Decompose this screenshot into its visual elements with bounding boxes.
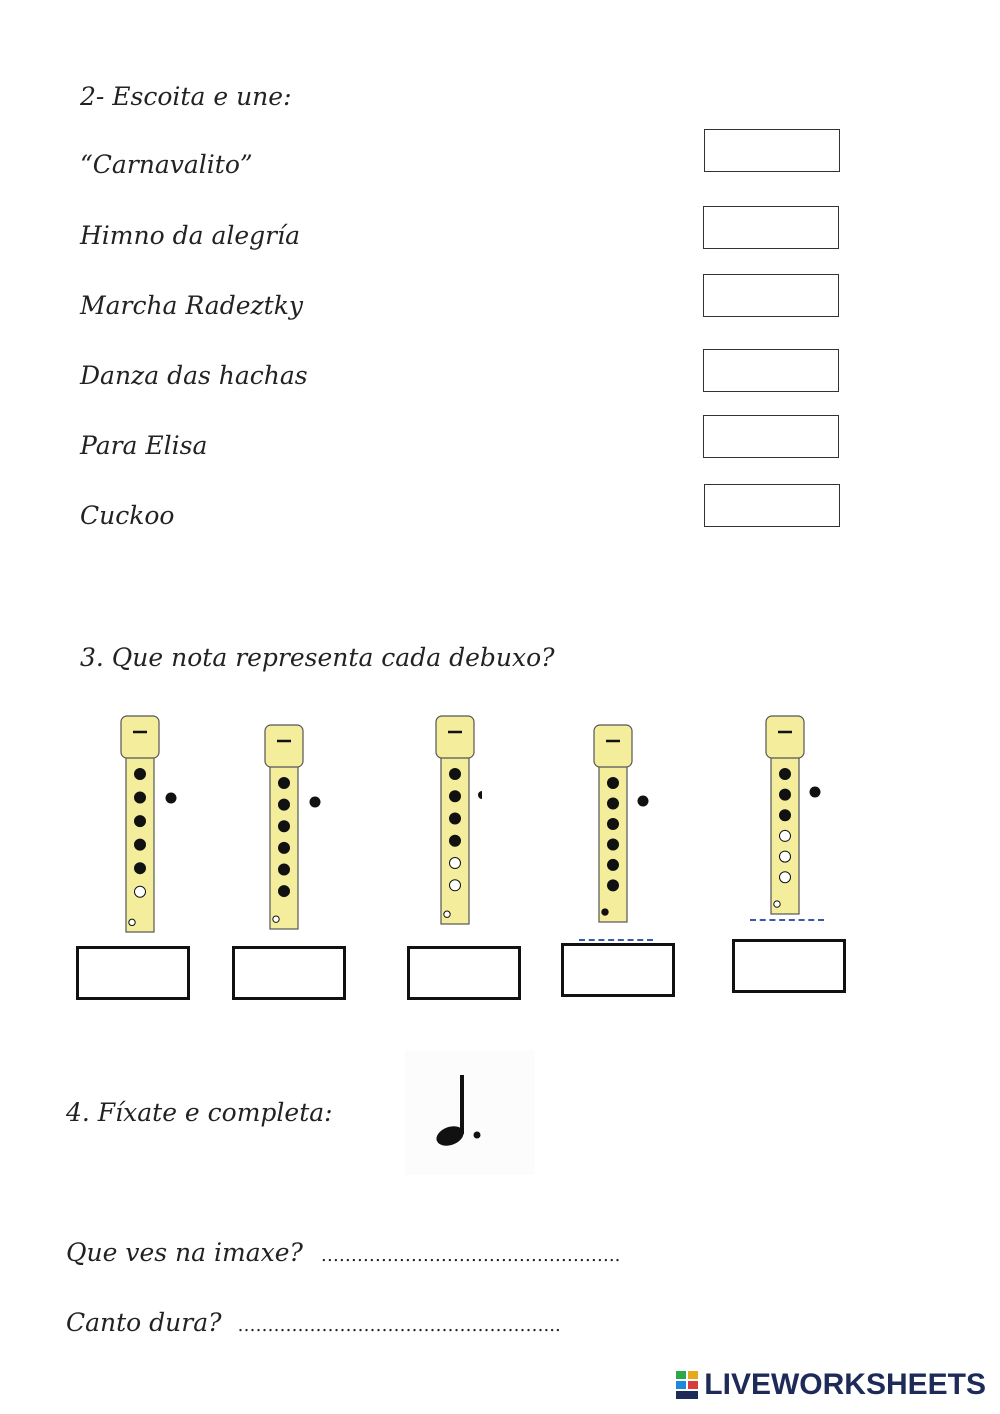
ledger-line-5 [750, 919, 824, 921]
flute-5-hole-1 [780, 769, 791, 780]
flute-4-hole-4 [608, 839, 619, 850]
flute-4-hole-1 [608, 778, 619, 789]
flute-1-hole-2 [135, 792, 146, 803]
flute-3-hole-5 [450, 858, 461, 869]
flute-1-head [121, 716, 159, 758]
flute-4-thumb-hole [638, 796, 649, 807]
flute-5-hole-5 [780, 851, 791, 862]
section3-title: 3. Que nota representa cada debuxo? [80, 643, 555, 672]
song-item-5: Para Elisa [80, 431, 208, 460]
flute-5-thumb-hole [810, 787, 821, 798]
flute-4-head [594, 725, 632, 767]
flute-5-hole-4 [780, 830, 791, 841]
flute-3-hole-6 [450, 880, 461, 891]
flute-3-hole-1 [450, 769, 461, 780]
liveworksheets-logo [676, 1368, 986, 1402]
flute-3-hole-4 [450, 835, 461, 846]
answer-box-note-2[interactable] [232, 946, 346, 1000]
flute-4-hole-3 [608, 818, 619, 829]
flute-5-hole-7 [774, 901, 780, 907]
song-item-6: Cuckoo [80, 501, 175, 530]
flute-1-hole-1 [135, 769, 146, 780]
flute-2-hole-5 [279, 864, 290, 875]
flute-2-hole-1 [279, 778, 290, 789]
answer-box-note-3[interactable] [407, 946, 521, 1000]
question-duration [66, 1308, 561, 1341]
dotted-half-note-icon [405, 1050, 535, 1175]
section4-title: 4. Fíxate e completa: [66, 1098, 333, 1127]
question-duration-label: Canto dura? [66, 1308, 222, 1337]
flute-1-hole-4 [135, 839, 146, 850]
question-what-see-label: Que ves na imaxe? [66, 1238, 303, 1267]
section2-title: 2- Escoita e une: [80, 82, 292, 111]
flute-3-hole-7 [444, 911, 450, 917]
flute-4-hole-6 [608, 880, 619, 891]
flute-5-head [766, 716, 804, 758]
flute-3-hole-2 [450, 791, 461, 802]
flute-2-hole-7 [273, 916, 279, 922]
flute-3-head [436, 716, 474, 758]
flute-1-hole-5 [135, 863, 146, 874]
answer-line-what-see[interactable]: ………………………………………….. [320, 1245, 621, 1266]
song-item-1: “Carnavalito” [80, 150, 253, 179]
flute-1-thumb-hole [166, 793, 177, 804]
answer-box-note-4[interactable] [561, 943, 675, 997]
answer-box-note-5[interactable] [732, 939, 846, 993]
flute-3-thumb-hole [478, 791, 482, 799]
flute-5-hole-3 [780, 810, 791, 821]
liveworksheets-logo-icon [676, 1371, 700, 1399]
liveworksheets-logo-text: LIVEWORKSHEETS [704, 1368, 986, 1401]
flute-2-hole-2 [279, 799, 290, 810]
flute-1-hole-6 [135, 886, 146, 897]
question-what-see [66, 1238, 620, 1271]
flute-5-hole-2 [780, 789, 791, 800]
flute-4-hole-2 [608, 798, 619, 809]
answer-box-note-1[interactable] [76, 946, 190, 1000]
flute-4-hole-7 [602, 909, 608, 915]
flute-2-head [265, 725, 303, 767]
ledger-line-4 [579, 939, 653, 941]
answer-line-duration[interactable]: ……………………………………………... [237, 1315, 561, 1336]
flute-1-hole-7 [129, 919, 135, 925]
flute-2-thumb-hole [310, 797, 321, 808]
song-item-4: Danza das hachas [80, 361, 308, 390]
flute-3-hole-3 [450, 813, 461, 824]
flute-4-hole-5 [608, 859, 619, 870]
song-item-2: Himno da alegría [80, 221, 301, 250]
flute-5-hole-6 [780, 872, 791, 883]
flute-2-hole-3 [279, 821, 290, 832]
flute-2-hole-6 [279, 886, 290, 897]
flute-1-hole-3 [135, 816, 146, 827]
flute-2-hole-4 [279, 842, 290, 853]
song-item-3: Marcha Radeztky [80, 291, 303, 320]
